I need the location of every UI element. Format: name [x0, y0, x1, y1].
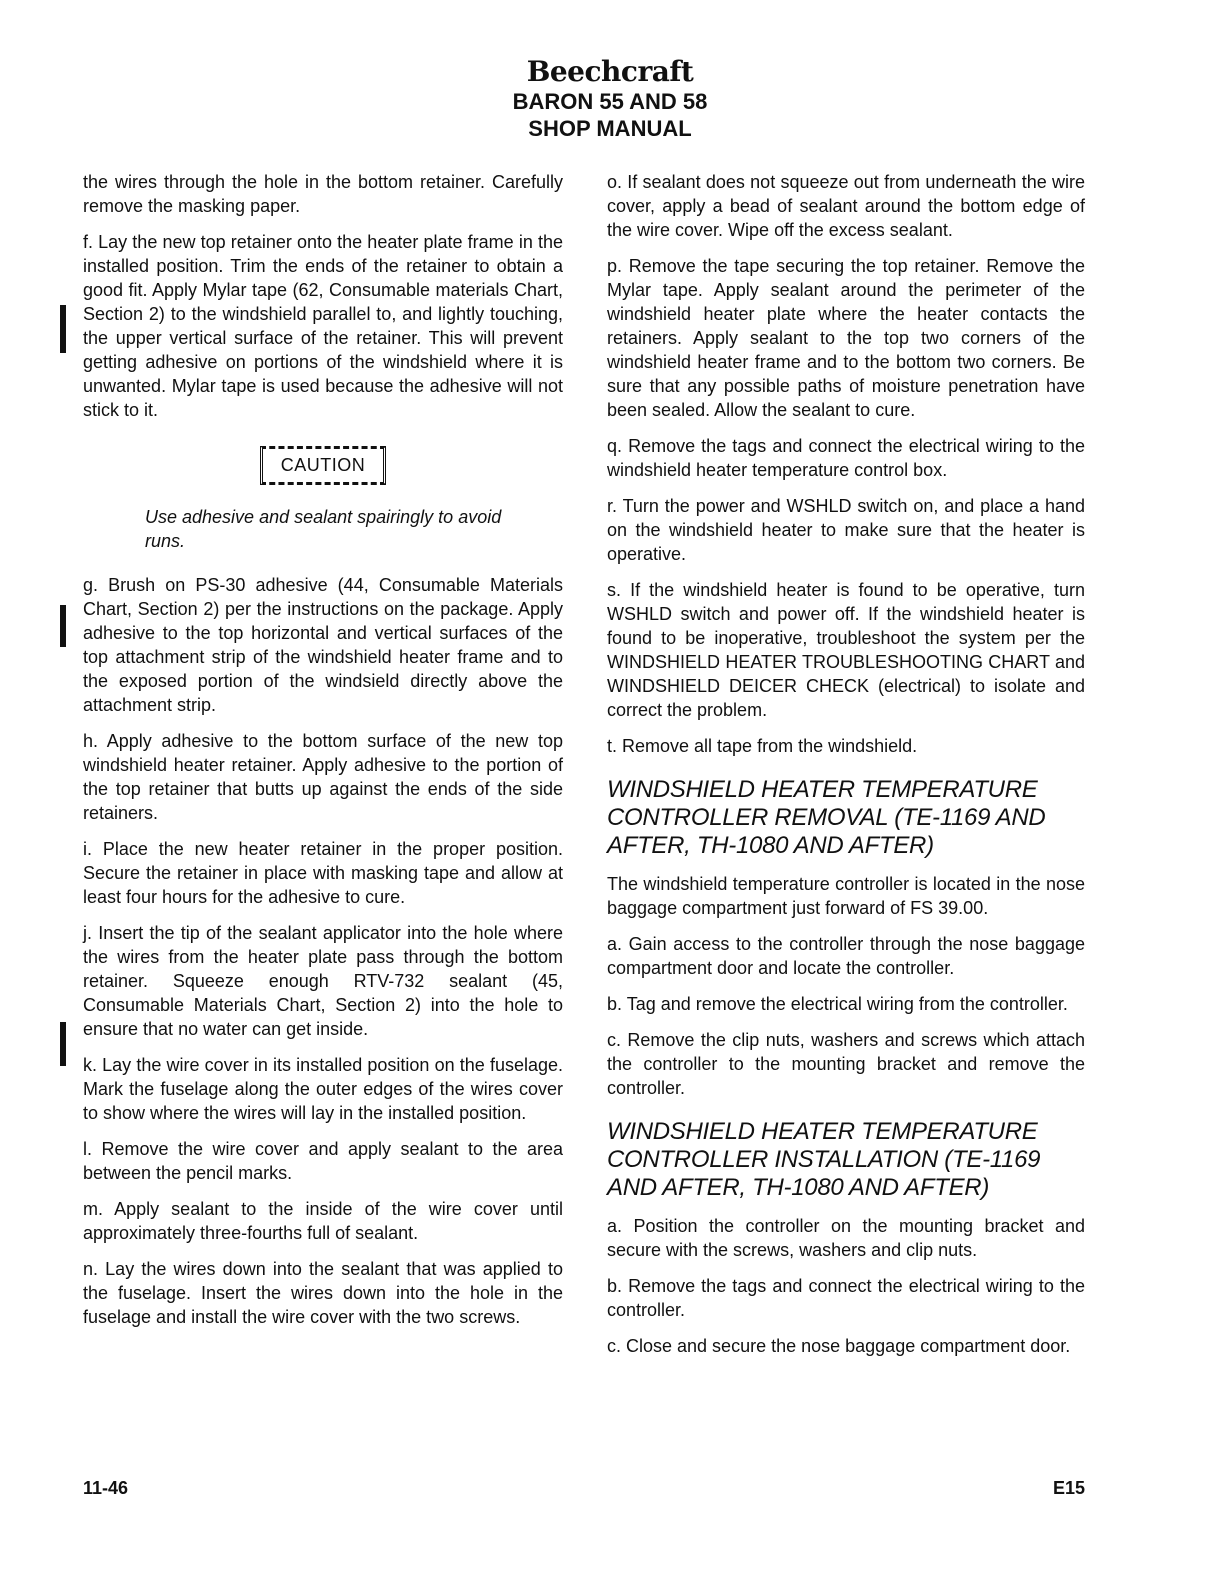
page-header — [0, 56, 1220, 142]
brand-logo: Beechcraft — [526, 55, 694, 88]
change-bar — [60, 305, 66, 353]
removal-step-a: a. Gain access to the controller through the nose baggage compartment door and locate the controller. — [607, 934, 1085, 978]
install-step-a: a. Position the controller on the mounting bracket and secure with the screws, washers and clip nuts. — [607, 1216, 1085, 1260]
caution-box — [83, 446, 563, 485]
step-o: o. If sealant does not squeeze out from underneath the wire cover, apply a bead of sealant around the bottom edge of the wire cover. Wipe off the excess sealant. — [607, 172, 1085, 240]
caution-label: CAUTION — [260, 446, 387, 485]
change-bar — [60, 1022, 66, 1066]
step-r: r. Turn the power and WSHLD switch on, and place a hand on the windshield heater to make sure that the heater is operative. — [607, 496, 1085, 564]
install-step-c: c. Close and secure the nose baggage compartment door. — [607, 1336, 1071, 1356]
change-bar — [60, 605, 66, 647]
page-code: E15 — [1052, 1478, 1085, 1498]
step-i: i. Place the new heater retainer in the proper position. Secure the retainer in place with masking tape and allow at least four hours for the adhesive to cure. — [83, 839, 563, 907]
left-column — [83, 170, 563, 1341]
removal-step-c: c. Remove the clip nuts, washers and screws which attach the controller to the mounting bracket and remove the controller. — [607, 1030, 1085, 1098]
removal-intro: The windshield temperature controller is located in the nose baggage compartment just forward of FS 39.00. — [607, 874, 1085, 918]
step-n: n. Lay the wires down into the sealant that was applied to the fuselage. Insert the wires down into the hole in the fuselage and install the wire cover with the two screws. — [83, 1259, 563, 1327]
step-m: m. Apply sealant to the inside of the wire cover until approximately three-fourths full of sealant. — [83, 1199, 563, 1243]
step-j: j. Insert the tip of the sealant applicator into the hole where the wires from the heater plate pass through the bottom retainer. Squeeze enough RTV-732 sealant (45, Consumable Materials Chart, Section 2) into the hole to ensure that no water can get inside. — [83, 923, 563, 1039]
paragraph-continued: the wires through the hole in the bottom retainer. Carefully remove the masking paper. — [83, 172, 563, 216]
page-number: 11-46 — [83, 1478, 129, 1498]
removal-step-b: b. Tag and remove the electrical wiring from the controller. — [607, 994, 1068, 1014]
step-f: f. Lay the new top retainer onto the heater plate frame in the installed position. Trim the ends of the retainer to obtain a good fit. Apply Mylar tape (62, Consumable materials Chart, Section 2) to the windshield parallel to, and lightly touching, the upper vertical surface of the retainer. This will prevent getting adhesive on portions of the windshield where it is unwanted. Mylar tape is used because the adhesive will not stick to it. — [83, 232, 563, 420]
manual-title-line1: BARON 55 AND 58 — [512, 89, 708, 114]
step-p: p. Remove the tape securing the top retainer. Remove the Mylar tape. Apply sealant around the perimeter of the windshield heater plate where the heater contacts the retainers. Apply sealant to the top two corners of the windshield heater frame and to the bottom two corners. Be sure that any possible paths of moisture penetration have been sealed. Allow the sealant to cure. — [607, 256, 1085, 420]
step-l: l. Remove the wire cover and apply sealant to the area between the pencil marks. — [83, 1139, 563, 1183]
step-q: q. Remove the tags and connect the electrical wiring to the windshield heater temperature control box. — [607, 436, 1085, 480]
manual-title-line2: SHOP MANUAL — [528, 116, 692, 141]
caution-text: Use adhesive and sealant spairingly to avoid runs. — [145, 507, 502, 551]
step-s: s. If the windshield heater is found to be operative, turn WSHLD switch and power off. If the windshield heater is found to be inoperative, troubleshoot the system per the WINDSHIELD HEATER TROUBLESHOOTING CHART and WINDSHIELD DEICER CHECK (electrical) to isolate and correct the problem. — [607, 580, 1085, 720]
section-heading-removal: WINDSHIELD HEATER TEMPERATURE CONTROLLER REMOVAL (TE-1169 AND AFTER, TH-1080 AND AFTER) — [607, 776, 1046, 859]
step-k: k. Lay the wire cover in its installed position on the fuselage. Mark the fuselage along the outer edges of the wires cover to show where the wires will lay in the installed position. — [83, 1055, 563, 1123]
install-step-b: b. Remove the tags and connect the electrical wiring to the controller. — [607, 1276, 1085, 1320]
step-t: t. Remove all tape from the windshield. — [607, 736, 918, 756]
step-h: h. Apply adhesive to the bottom surface of the new top windshield heater retainer. Apply adhesive to the portion of the top retainer that butts up against the ends of the side retainers. — [83, 731, 563, 823]
section-heading-installation: WINDSHIELD HEATER TEMPERATURE CONTROLLER INSTALLATION (TE-1169 AND AFTER, TH-1080 AND AFTER) — [607, 1118, 1041, 1201]
right-column — [607, 170, 1085, 1370]
step-g: g. Brush on PS-30 adhesive (44, Consumable Materials Chart, Section 2) per the instructions on the package. Apply adhesive to the top horizontal and vertical surfaces of the top attachment strip of the windshield heater frame and to the exposed portion of the windsield directly above the attachment strip. — [83, 575, 563, 715]
